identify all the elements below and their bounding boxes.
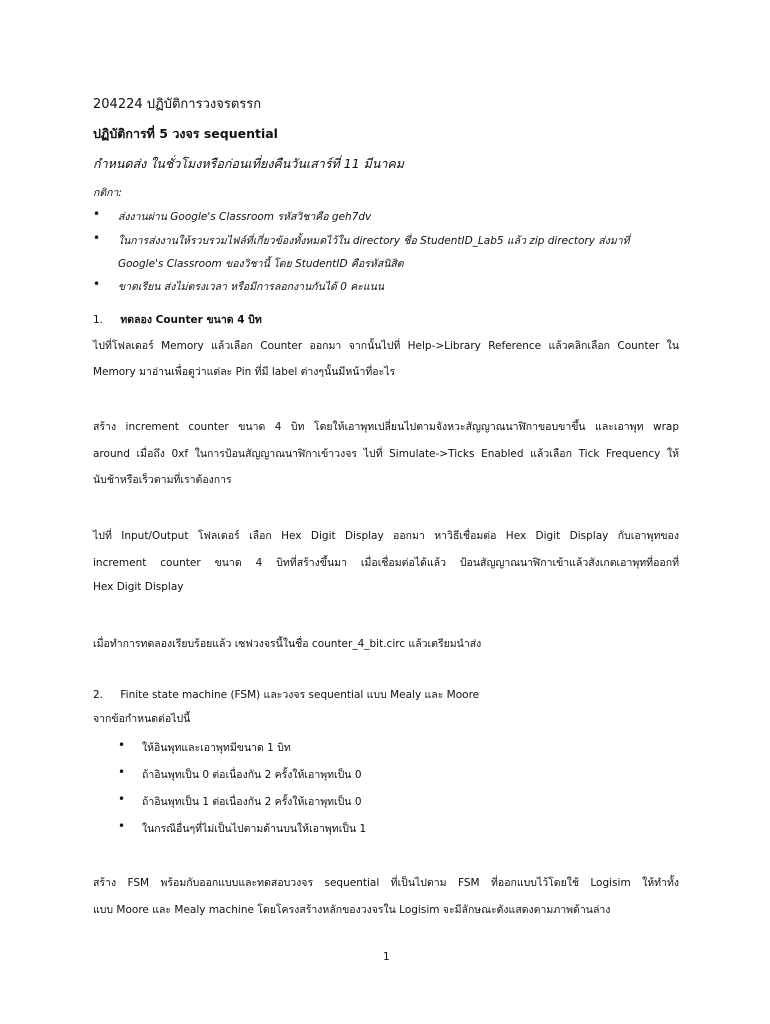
spec-item: ถ้าอินพุทเป็น 0 ต่อเนื่องกัน 2 ครั้งให้เอาพุทเป็น 0 <box>142 769 362 781</box>
section-2-intro: จากข้อกำหนดต่อไปนี้ <box>93 713 191 725</box>
section-2-number: 2. <box>93 689 104 701</box>
section-1-paragraph-1-line-2: Memory มาอ่านเพื่อดูว่าแต่ละ Pin ที่มี label ต่างๆนั้นมีหน้าที่อะไร <box>93 366 396 378</box>
bullet-icon: • <box>93 207 101 221</box>
spec-item: ถ้าอินพุทเป็น 1 ต่อเนื่องกัน 2 ครั้งให้เอาพุทเป็น 0 <box>142 796 362 808</box>
course-title: 204224 ปฏิบัติการวงจรตรรก <box>93 97 262 112</box>
deadline: กำหนดส่ง ในชั่วโมงหรือก่อนเที่ยงคืนวันเสาร์ที่ 11 มีนาคม <box>93 156 405 171</box>
bullet-icon: • <box>118 792 126 806</box>
rules-heading: กติกา: <box>93 187 122 199</box>
section-1-paragraph-2-line-3: นับช้าหรือเร็วตามที่เราต้องการ <box>93 474 232 486</box>
section-2-heading <box>93 686 479 703</box>
lab-title <box>93 124 278 144</box>
bullet-icon: • <box>118 765 126 779</box>
section-1-paragraph-3-line-3: Hex Digit Display <box>93 581 184 593</box>
section-1-paragraph-2-line-2: around เมื่อถึง 0xf ในการป้อนสัญญาณนาฬิกาเข้าวงจร ไปที่ Simulate->Ticks Enabled แล้วเลือก Tick Frequency ให้ <box>93 448 679 460</box>
rule-item-continuation: Google's Classroom ของวิชานี้ โดย StudentID คือรหัสนิสิต <box>118 258 404 270</box>
section-1-paragraph-3-line-2: increment counter ขนาด 4 บิทที่สร้างขึ้นมา เมื่อเชื่อมต่อได้แล้ว ป้อนสัญญาณนาฬิกาเข้าแล้วสังเกตเอาพุทที่ออกที่ <box>93 557 679 569</box>
section-1-heading <box>93 311 262 328</box>
section-1-paragraph-1-line-1: ไปที่โฟลเดอร์ Memory แล้วเลือก Counter ออกมา จากนั้นไปที่ Help->Library Reference แล้วคลิกเลือก Counter ใน <box>93 340 679 352</box>
rule-item: ส่งงานผ่าน Google's Classroom รหัสวิชาคือ geh7dv <box>118 211 372 223</box>
rule-item: ขาดเรียน ส่งไม่ตรงเวลา หรือมีการลอกงานกันได้ 0 คะแนน <box>118 281 385 293</box>
section-1-paragraph-3-line-1: ไปที่ Input/Output โฟลเดอร์ เลือก Hex Digit Display ออกมา หาวิธีเชื่อมต่อ Hex Digit Display กับเอาพุทของ <box>93 530 679 542</box>
page-number: 1 <box>383 951 390 963</box>
bullet-icon: • <box>93 231 101 245</box>
lab-title-text: ปฏิบัติการที่ 5 วงจร sequential <box>93 126 278 141</box>
spec-item: ในกรณีอื่นๆที่ไม่เป็นไปตามด้านบนให้เอาพุทเป็น 1 <box>142 823 367 835</box>
section-2-title: Finite state machine (FSM) และวงจร sequential แบบ Mealy และ Moore <box>120 689 480 701</box>
bullet-icon: • <box>118 738 126 752</box>
section-1-paragraph-2-line-1: สร้าง increment counter ขนาด 4 บิท โดยให้เอาพุทเปลี่ยนไปตามจังหวะสัญญาณนาฬิกาขอบขาขึ้น และเอาพุท wrap <box>93 421 679 433</box>
bullet-icon: • <box>118 819 126 833</box>
section-1-title: ทดลอง Counter ขนาด 4 บิท <box>120 314 262 326</box>
section-1-number: 1. <box>93 314 104 326</box>
rule-item: ในการส่งงานให้รวบรวมไฟล์ที่เกี่ยวข้องทั้งหมดไว้ใน directory ชื่อ StudentID_Lab5 แล้ว zip directory ส่งมาที่ <box>118 235 630 247</box>
section-2-paragraph-line-2: แบบ Moore และ Mealy machine โดยโครงสร้างหลักของวงจรใน Logisim จะมีลักษณะดังแสดงตามภาพด้านล่าง <box>93 904 611 916</box>
bullet-icon: • <box>93 277 101 291</box>
section-1-paragraph-4: เมื่อทำการทดลองเรียบร้อยแล้ว เซฟวงจรนี้ในชื่อ counter_4_bit.circ แล้วเตรียมนำส่ง <box>93 638 482 650</box>
spec-item: ให้อินพุทและเอาพุทมีขนาด 1 บิท <box>142 742 291 754</box>
section-2-paragraph-line-1: สร้าง FSM พร้อมกับออกแบบและทดสอบวงจร sequential ที่เป็นไปตาม FSM ที่ออกแบบไว้โดยใช้ Logisim ให้ทำทั้ง <box>93 877 679 889</box>
